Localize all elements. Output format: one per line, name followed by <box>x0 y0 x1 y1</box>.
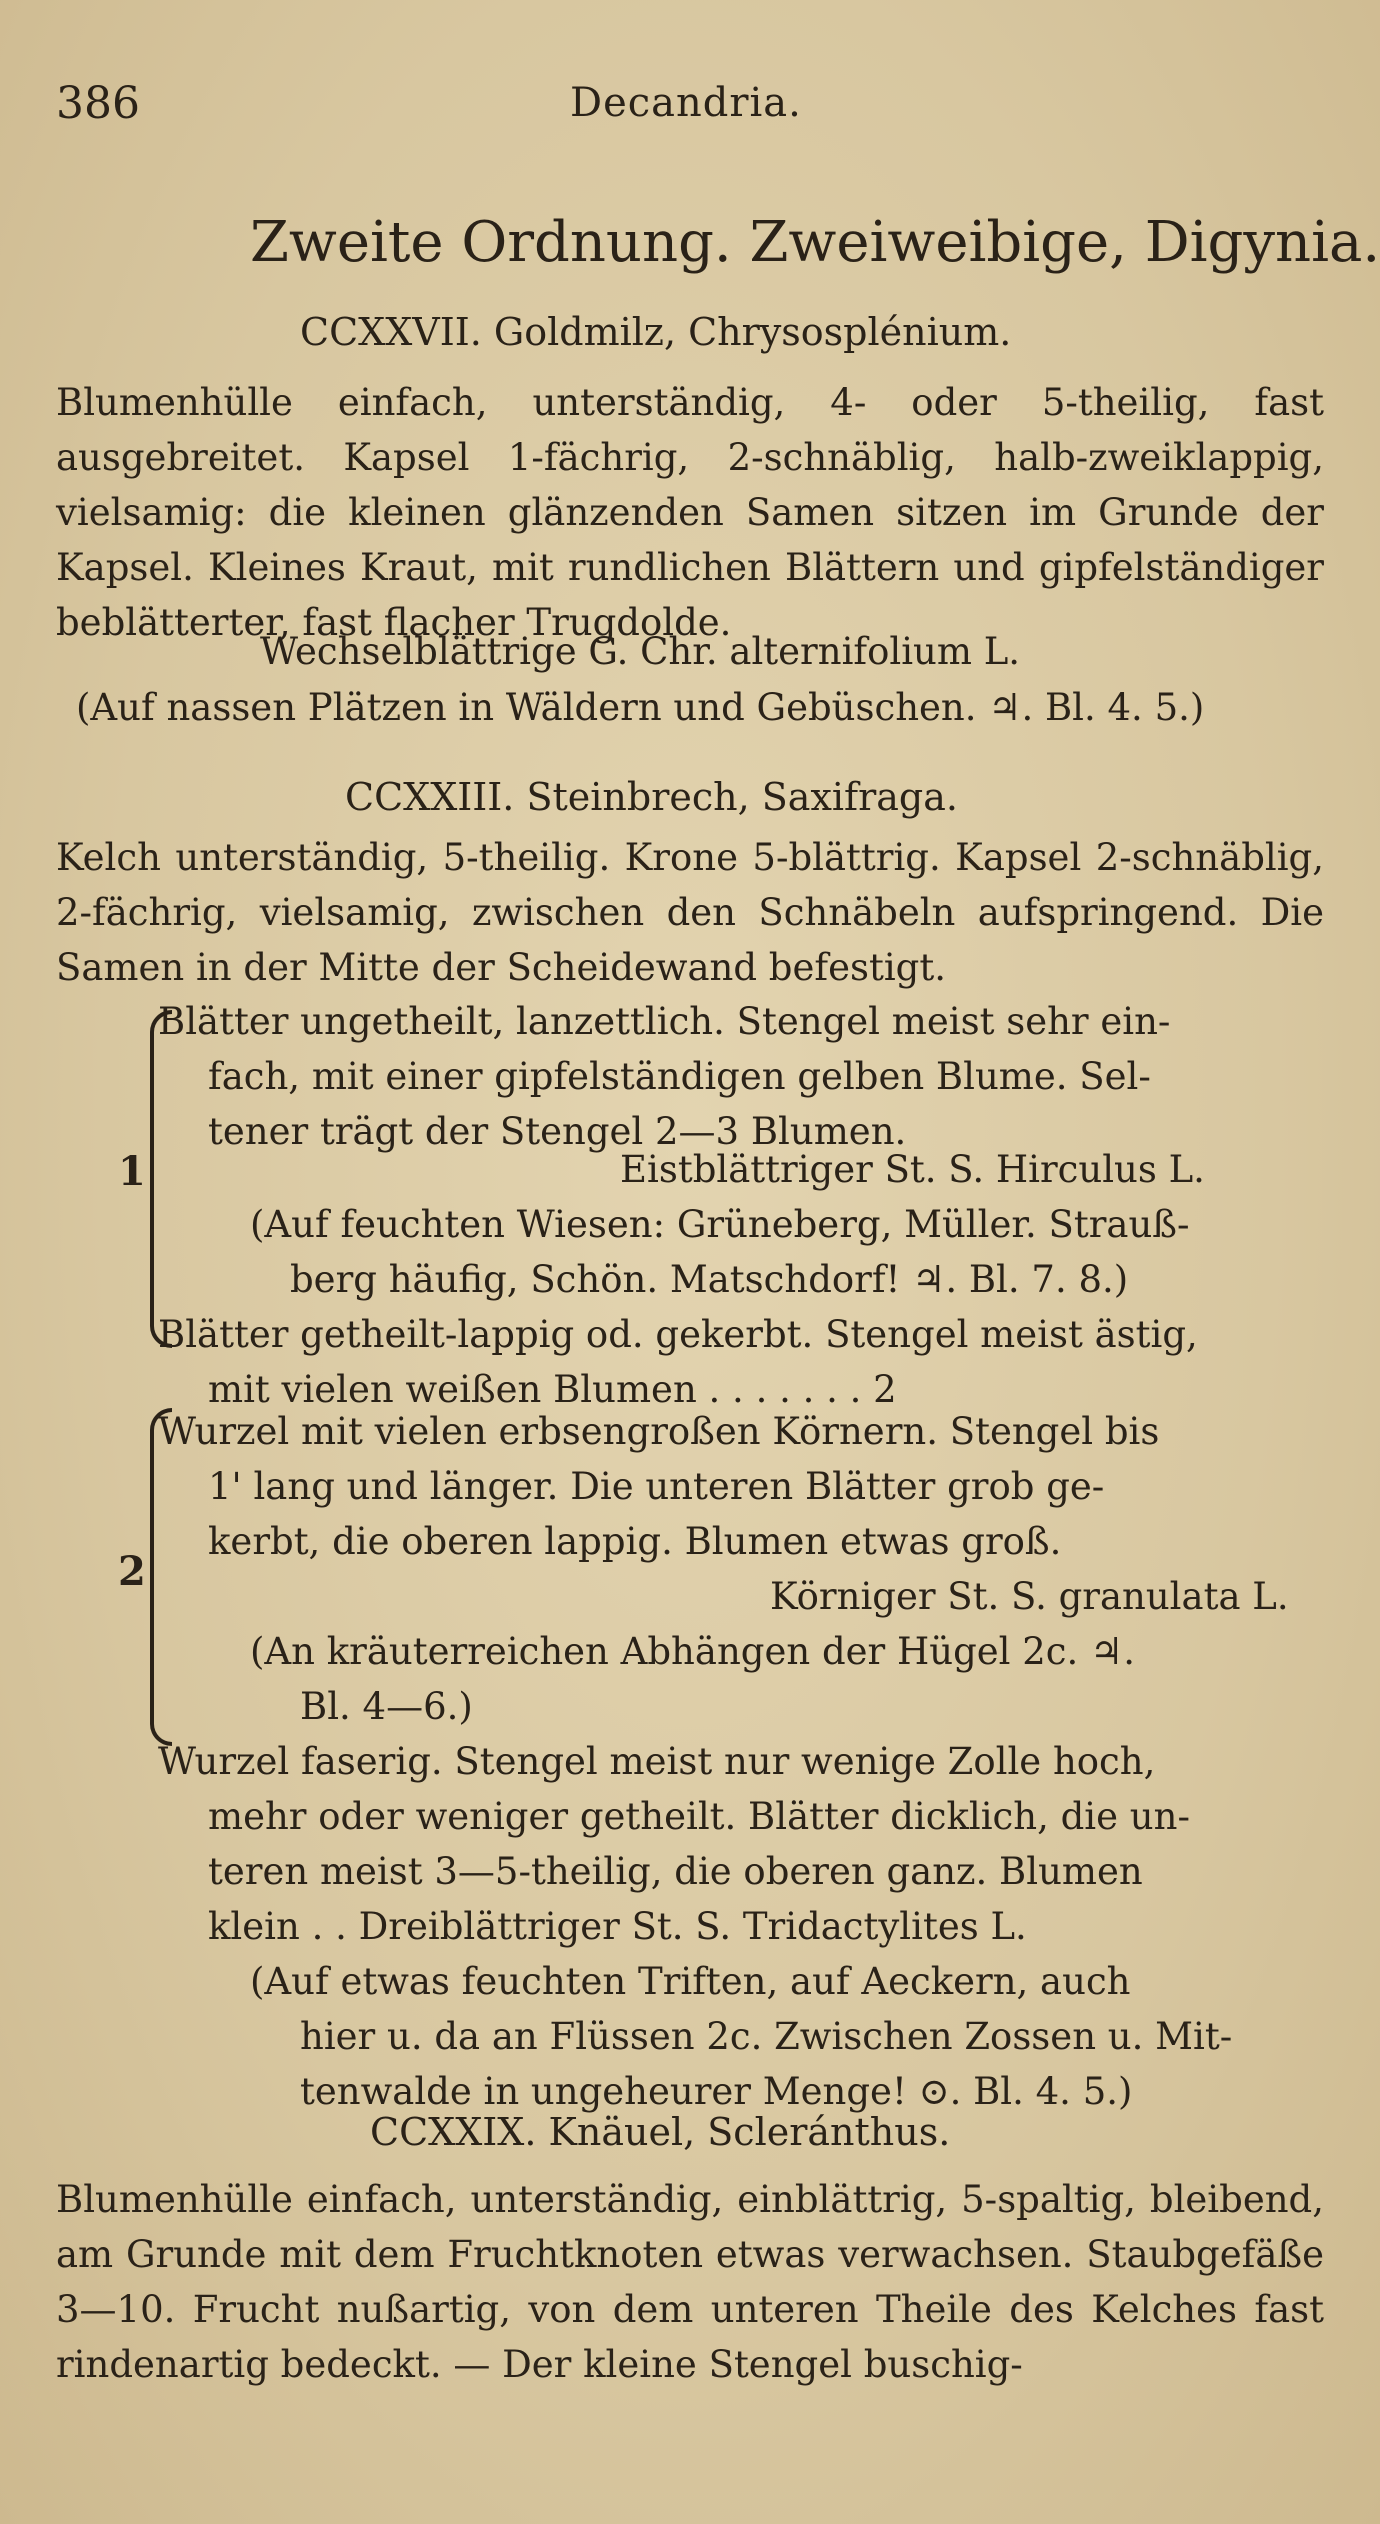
species-line: Körniger St. S. granulata L. <box>770 1575 1289 1618</box>
genus-heading: CCXXIII. Steinbrech, Saxifraga. <box>345 775 958 819</box>
genus-heading: CCXXVII. Goldmilz, Chrysosplénium. <box>300 310 1012 354</box>
key-line: teren meist 3—5-theilig, die oberen ganz. Blumen <box>208 1850 1143 1893</box>
key-line: Wurzel faserig. Stengel meist nur wenige Zolle hoch, <box>158 1740 1156 1783</box>
key-brace <box>150 1010 172 1348</box>
order-heading: Zweite Ordnung. Zweiweibige, Digynia. <box>250 210 1380 275</box>
key-number: 1 <box>118 1148 146 1195</box>
key-line: kerbt, die oberen lappig. Blumen etwas groß. <box>208 1520 1062 1563</box>
genus-description: Blumenhülle einfach, unterständig, einblättrig, 5-spaltig, bleibend, am Grunde mit dem Fruchtknoten etwas verwachsen. Staubgefäße 3—10. Frucht nußartig, von dem unteren Theile des Kelches fast rindenartig bedeckt. — Der kleine Stengel buschig- <box>56 2178 1324 2386</box>
key-line: 1' lang und länger. Die unteren Blätter grob ge- <box>208 1465 1105 1508</box>
habitat-note: (Auf etwas feuchten Triften, auf Aeckern, auch <box>250 1960 1131 2003</box>
habitat-note: (An kräuterreichen Abhängen der Hügel 2c. ♃. <box>250 1630 1135 1673</box>
genus-description: Kelch unterständig, 5-theilig. Krone 5-blättrig. Kapsel 2-schnäblig, 2-fächrig, vielsamig, zwischen den Schnäbeln aufspringend. Die Samen in der Mitte der Scheidewand befestigt. <box>56 836 1324 989</box>
genus-description: Blumenhülle einfach, unterständig, 4- oder 5-theilig, fast ausgebreitet. Kapsel 1-fächrig, 2-schnäblig, halb-zweiklappig, vielsamig: die kleinen glänzenden Samen sitzen im Grunde der Kapsel. Kleines Kraut, mit rundlichen Blättern und gipfelständiger beblätterter, fast flacher Trugdolde. <box>56 381 1324 644</box>
key-line: mehr oder weniger getheilt. Blätter dicklich, die un- <box>208 1795 1190 1838</box>
habitat-note: (Auf nassen Plätzen in Wäldern und Gebüschen. ♃. Bl. 4. 5.) <box>76 686 1205 729</box>
key-brace <box>150 1408 172 1746</box>
key-number: 2 <box>118 1548 146 1595</box>
habitat-note: (Auf feuchten Wiesen: Grüneberg, Müller. Strauß- <box>250 1203 1190 1246</box>
species-line: Eistblättriger St. S. Hirculus L. <box>620 1148 1205 1191</box>
page-number: 386 <box>56 78 140 129</box>
key-line: Blätter ungetheilt, lanzettlich. Stengel meist sehr ein- <box>158 1000 1171 1043</box>
habitat-note: hier u. da an Flüssen 2c. Zwischen Zossen u. Mit- <box>300 2015 1233 2058</box>
key-line: mit vielen weißen Blumen . . . . . . . 2 <box>208 1368 897 1411</box>
key-line: Blätter getheilt-lappig od. gekerbt. Stengel meist ästig, <box>158 1313 1198 1356</box>
species-line: Wechselblättrige G. Chr. alternifolium L. <box>260 630 1021 673</box>
key-line: tener trägt der Stengel 2—3 Blumen. <box>208 1110 907 1153</box>
key-line: Wurzel mit vielen erbsengroßen Körnern. Stengel bis <box>158 1410 1160 1453</box>
key-line: fach, mit einer gipfelständigen gelben Blume. Sel- <box>208 1055 1151 1098</box>
key-line: klein . . Dreiblättriger St. S. Tridactylites L. <box>208 1905 1027 1948</box>
habitat-note: tenwalde in ungeheurer Menge! ⊙. Bl. 4. 5.) <box>300 2070 1133 2113</box>
running-head: Decandria. <box>570 80 802 126</box>
habitat-note: Bl. 4—6.) <box>300 1685 473 1728</box>
genus-heading: CCXXIX. Knäuel, Scleránthus. <box>370 2110 951 2154</box>
habitat-note: berg häufig, Schön. Matschdorf! ♃. Bl. 7. 8.) <box>290 1258 1129 1301</box>
